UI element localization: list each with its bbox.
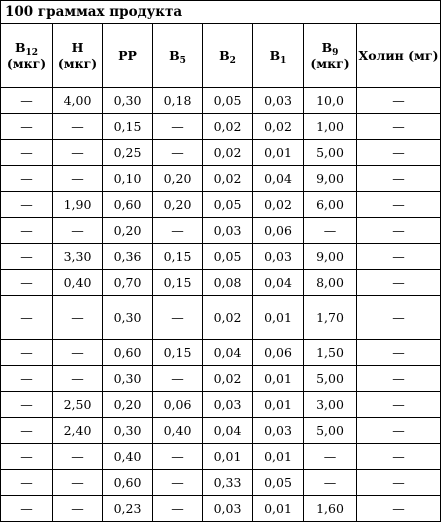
cell-h: — <box>53 340 103 366</box>
table-row <box>1 114 441 140</box>
cell-choline: — <box>357 114 441 140</box>
cell-b5: — <box>153 140 203 166</box>
header-b5-base: B <box>169 47 180 63</box>
header-pp-base: PP <box>118 47 137 63</box>
header-b9-sub: 9 <box>332 47 339 58</box>
cell-pp: 0,20 <box>103 218 153 244</box>
cell-b5: 0,18 <box>153 88 203 114</box>
cell-b1: 0,01 <box>253 392 304 418</box>
cell-b5: — <box>153 470 203 496</box>
header-b5 <box>153 24 203 88</box>
cell-b12: — <box>1 114 53 140</box>
cell-b5: — <box>153 496 203 522</box>
cell-h: 4,00 <box>53 88 103 114</box>
cell-choline: — <box>357 296 441 340</box>
cell-b2: 0,02 <box>203 114 253 140</box>
cell-h: 3,30 <box>53 244 103 270</box>
cell-b5: 0,20 <box>153 192 203 218</box>
cell-b1: 0,05 <box>253 470 304 496</box>
cell-b9: — <box>304 470 357 496</box>
cell-b9: 5,00 <box>304 418 357 444</box>
header-b1 <box>253 24 304 88</box>
cell-choline: — <box>357 244 441 270</box>
header-b1-sub: 1 <box>280 55 287 66</box>
cell-b9: 3,00 <box>304 392 357 418</box>
cell-h: — <box>53 166 103 192</box>
cell-b1: 0,04 <box>253 166 304 192</box>
cell-b2: 0,04 <box>203 418 253 444</box>
cell-b9: 9,00 <box>304 166 357 192</box>
cell-h: 0,40 <box>53 270 103 296</box>
table-row <box>1 444 441 470</box>
cell-pp: 0,25 <box>103 140 153 166</box>
cell-pp: 0,30 <box>103 366 153 392</box>
cell-b1: 0,03 <box>253 418 304 444</box>
cell-b12: — <box>1 340 53 366</box>
cell-pp: 0,30 <box>103 88 153 114</box>
cell-pp: 0,20 <box>103 392 153 418</box>
cell-pp: 0,23 <box>103 496 153 522</box>
cell-b9: — <box>304 218 357 244</box>
header-b12-unit: (мкг) <box>6 55 47 71</box>
cell-b1: 0,02 <box>253 192 304 218</box>
cell-choline: — <box>357 166 441 192</box>
cell-b1: 0,06 <box>253 218 304 244</box>
cell-b9: — <box>304 444 357 470</box>
header-h-unit: (мкг) <box>57 55 98 71</box>
cell-h: — <box>53 470 103 496</box>
cell-b9: 6,00 <box>304 192 357 218</box>
cell-b9: 1,00 <box>304 114 357 140</box>
cell-pp: 0,60 <box>103 340 153 366</box>
cell-b1: 0,02 <box>253 114 304 140</box>
table-title: 100 граммах продукта <box>1 1 441 24</box>
table-row <box>1 166 441 192</box>
cell-choline: — <box>357 470 441 496</box>
cell-b12: — <box>1 192 53 218</box>
cell-b5: 0,06 <box>153 392 203 418</box>
header-b9-unit: (мкг) <box>310 55 350 71</box>
cell-choline: — <box>357 140 441 166</box>
cell-h: 2,40 <box>53 418 103 444</box>
header-choline <box>357 24 441 88</box>
cell-pp: 0,70 <box>103 270 153 296</box>
cell-b2: 0,01 <box>203 444 253 470</box>
cell-b5: 0,15 <box>153 244 203 270</box>
cell-b12: — <box>1 218 53 244</box>
cell-pp: 0,60 <box>103 192 153 218</box>
header-b2 <box>203 24 253 88</box>
header-b2-sub: 2 <box>229 55 236 66</box>
table-row <box>1 192 441 218</box>
cell-b12: — <box>1 244 53 270</box>
cell-b5: — <box>153 218 203 244</box>
header-b9-base: B <box>321 39 333 55</box>
cell-h: 2,50 <box>53 392 103 418</box>
table-row <box>1 470 441 496</box>
cell-h: — <box>53 444 103 470</box>
cell-b12: — <box>1 470 53 496</box>
cell-b2: 0,02 <box>203 140 253 166</box>
cell-b5: 0,40 <box>153 418 203 444</box>
cell-b12: — <box>1 496 53 522</box>
cell-pp: 0,10 <box>103 166 153 192</box>
table-row <box>1 366 441 392</box>
cell-pp: 0,15 <box>103 114 153 140</box>
cell-b2: 0,02 <box>203 166 253 192</box>
cell-b9: 10,0 <box>304 88 357 114</box>
header-b12-sub: 12 <box>25 47 39 58</box>
header-b2-base: B <box>219 47 230 63</box>
cell-b1: 0,01 <box>253 496 304 522</box>
cell-b1: 0,01 <box>253 444 304 470</box>
cell-b12: — <box>1 270 53 296</box>
cell-b2: 0,33 <box>203 470 253 496</box>
cell-h: 1,90 <box>53 192 103 218</box>
cell-b12: — <box>1 140 53 166</box>
cell-b2: 0,02 <box>203 296 253 340</box>
header-h <box>53 24 103 88</box>
cell-b9: 1,60 <box>304 496 357 522</box>
table-row <box>1 244 441 270</box>
cell-b2: 0,02 <box>203 366 253 392</box>
cell-h: — <box>53 366 103 392</box>
header-b12-base: B <box>14 39 26 55</box>
table-row <box>1 392 441 418</box>
cell-b5: — <box>153 114 203 140</box>
cell-b1: 0,03 <box>253 88 304 114</box>
cell-choline: — <box>357 496 441 522</box>
cell-b5: 0,15 <box>153 340 203 366</box>
cell-h: — <box>53 296 103 340</box>
cell-b9: 5,00 <box>304 366 357 392</box>
header-b5-sub: 5 <box>179 55 186 66</box>
header-b9 <box>304 24 357 88</box>
header-h-base: H <box>71 39 84 55</box>
cell-b5: — <box>153 296 203 340</box>
table-body <box>1 88 441 522</box>
cell-b1: 0,03 <box>253 244 304 270</box>
cell-b2: 0,08 <box>203 270 253 296</box>
table-row <box>1 296 441 340</box>
cell-h: — <box>53 140 103 166</box>
cell-choline: — <box>357 340 441 366</box>
cell-choline: — <box>357 192 441 218</box>
cell-b1: 0,01 <box>253 140 304 166</box>
table-row <box>1 340 441 366</box>
cell-b9: 1,50 <box>304 340 357 366</box>
cell-h: — <box>53 218 103 244</box>
cell-b5: 0,20 <box>153 166 203 192</box>
cell-b5: — <box>153 444 203 470</box>
cell-b12: — <box>1 444 53 470</box>
cell-b12: — <box>1 418 53 444</box>
cell-b12: — <box>1 88 53 114</box>
cell-b1: 0,01 <box>253 296 304 340</box>
table-row <box>1 496 441 522</box>
cell-b2: 0,03 <box>203 496 253 522</box>
cell-b1: 0,01 <box>253 366 304 392</box>
cell-pp: 0,30 <box>103 418 153 444</box>
cell-b2: 0,04 <box>203 340 253 366</box>
cell-choline: — <box>357 392 441 418</box>
cell-b2: 0,03 <box>203 218 253 244</box>
cell-pp: 0,60 <box>103 470 153 496</box>
cell-b5: 0,15 <box>153 270 203 296</box>
cell-pp: 0,30 <box>103 296 153 340</box>
cell-choline: — <box>357 366 441 392</box>
table-row <box>1 88 441 114</box>
header-choline-base: Холин (мг) <box>358 47 439 63</box>
cell-b2: 0,03 <box>203 392 253 418</box>
cell-b9: 1,70 <box>304 296 357 340</box>
cell-b12: — <box>1 366 53 392</box>
cell-b2: 0,05 <box>203 244 253 270</box>
cell-pp: 0,40 <box>103 444 153 470</box>
header-pp <box>103 24 153 88</box>
cell-b5: — <box>153 366 203 392</box>
header-row <box>1 24 441 88</box>
table-row <box>1 418 441 444</box>
cell-choline: — <box>357 418 441 444</box>
table-row <box>1 270 441 296</box>
cell-choline: — <box>357 88 441 114</box>
cell-choline: — <box>357 270 441 296</box>
cell-b9: 5,00 <box>304 140 357 166</box>
header-b12 <box>1 24 53 88</box>
cell-h: — <box>53 496 103 522</box>
cell-b2: 0,05 <box>203 88 253 114</box>
cell-b2: 0,05 <box>203 192 253 218</box>
cell-b1: 0,06 <box>253 340 304 366</box>
cell-choline: — <box>357 444 441 470</box>
cell-b9: 9,00 <box>304 244 357 270</box>
cell-b12: — <box>1 296 53 340</box>
table-row <box>1 218 441 244</box>
cell-b12: — <box>1 392 53 418</box>
cell-b12: — <box>1 166 53 192</box>
cell-choline: — <box>357 218 441 244</box>
cell-h: — <box>53 114 103 140</box>
cell-pp: 0,36 <box>103 244 153 270</box>
cell-b1: 0,04 <box>253 270 304 296</box>
header-b1-base: B <box>269 47 281 63</box>
cell-b9: 8,00 <box>304 270 357 296</box>
table-row <box>1 140 441 166</box>
